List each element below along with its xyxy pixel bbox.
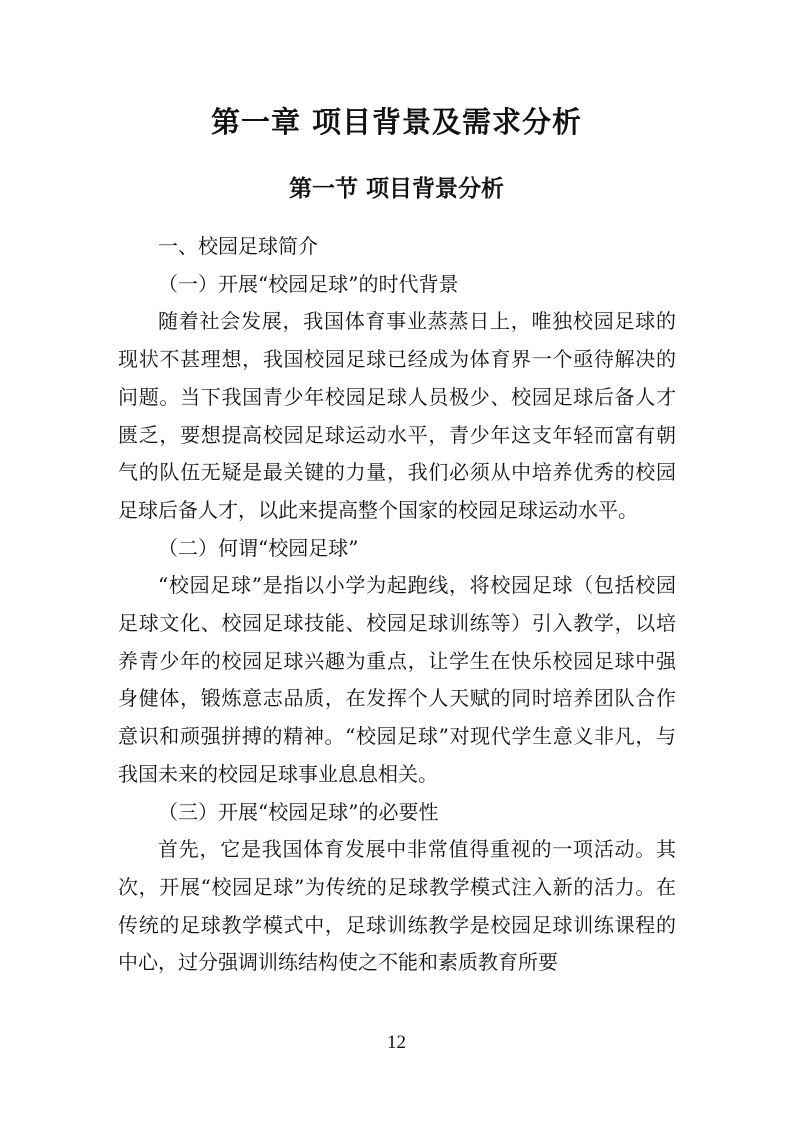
- page-number: 12: [387, 1032, 406, 1053]
- subheading-era-background: （一）开展“校园足球”的时代背景: [158, 271, 459, 296]
- paragraph-necessity: 首先，它是我国体育发展中非常值得重视的一项活动。其次，开展“校园足球”为传统的足球教学模式注入新的活力。在传统的足球教学模式中，足球训练教学是校园足球训练课程的中心，过分强调训练结构使之不能和素质教育所要: [118, 837, 676, 975]
- subheading-necessity: （三）开展“校园足球”的必要性: [158, 799, 439, 824]
- paragraph-era-background: 随着社会发展，我国体育事业蒸蒸日上，唯独校园足球的现状不甚理想，我国校园足球已经成为体育界一个亟待解决的问题。当下我国青少年校园足球人员极少、校园足球后备人才匮乏，要想提高校园足球运动水平，青少年这支年轻而富有朝气的队伍无疑是最关键的力量，我们必须从中培养优秀的校园足球后备人才，以此来提高整个国家的校园足球运动水平。: [118, 309, 676, 522]
- subheading-definition: （二）何谓“校园足球”: [158, 535, 359, 560]
- section-title: 第一节 项目背景分析: [288, 175, 504, 202]
- chapter-title: 第一章 项目背景及需求分析: [210, 105, 583, 139]
- subheading-school-football-intro: 一、校园足球简介: [158, 234, 318, 258]
- paragraph-definition: “校园足球”是指以小学为起跑线，将校园足球（包括校园足球文化、校园足球技能、校园足球训练等）引入教学，以培养青少年的校园足球兴趣为重点，让学生在快乐校园足球中强身健体，锻炼意志品质，在发挥个人天赋的同时培养团队合作意识和顽强拼搏的精神。“校园足球”对现代学生意义非凡，与我国未来的校园足球事业息息相关。: [118, 573, 676, 786]
- body-text: [118, 228, 676, 982]
